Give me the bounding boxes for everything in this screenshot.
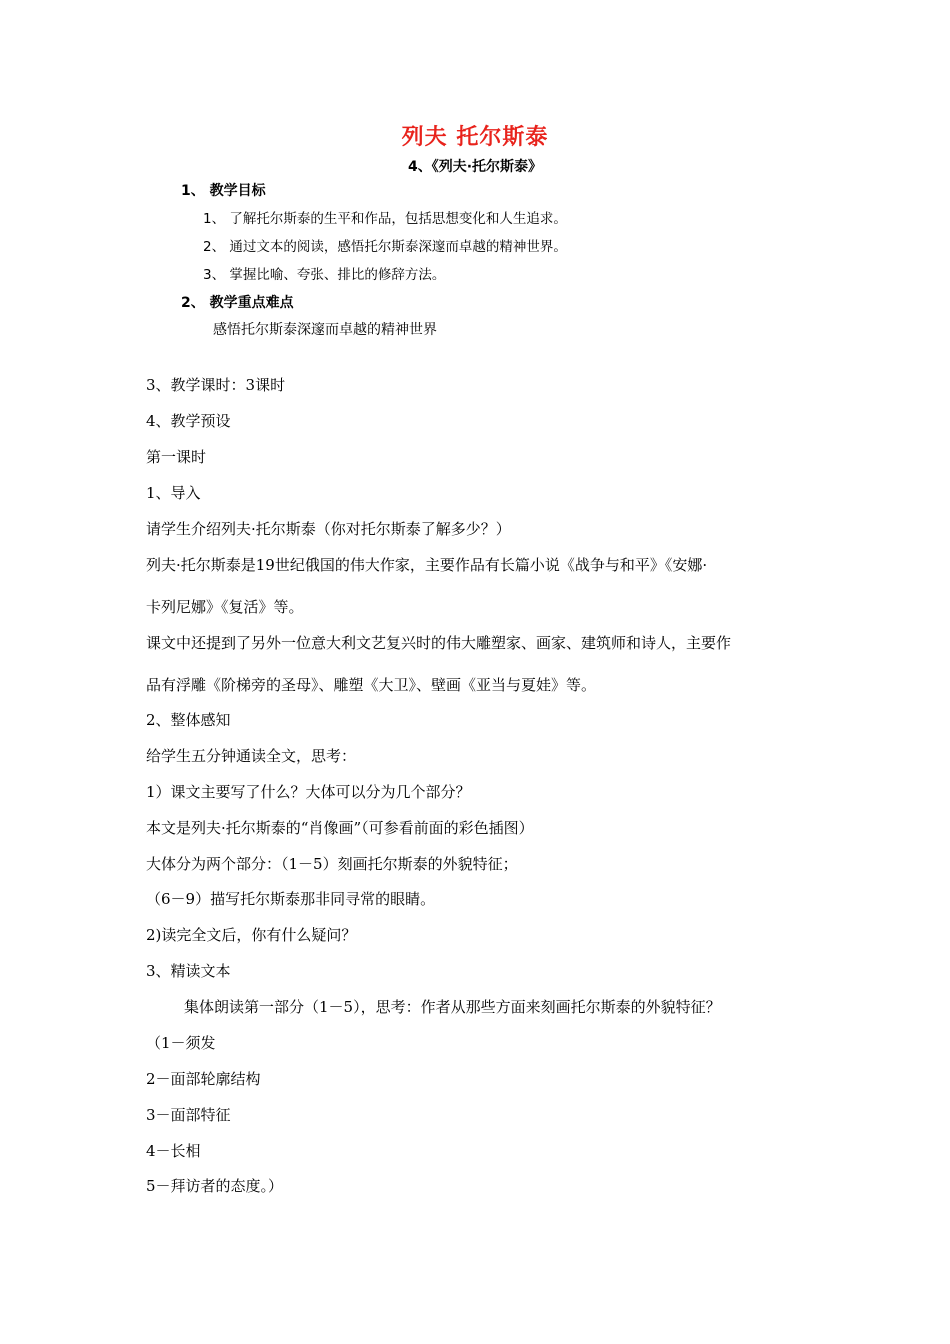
- key-points-heading: 2、 教学重点难点: [181, 295, 294, 311]
- body-line: 5－拜访者的态度。）: [146, 1177, 284, 1195]
- body-line: 3－面部特征: [146, 1106, 231, 1124]
- objectives-heading: 1、 教学目标: [181, 183, 266, 199]
- body-line: 3、精读文本: [146, 962, 231, 980]
- body-line: （1－须发: [146, 1034, 216, 1052]
- body-line: 第一课时: [146, 448, 207, 466]
- document-subtitle: 4、《列夫·托尔斯泰》: [407, 159, 543, 175]
- body-line: 卡列尼娜》《复活》等。: [146, 598, 304, 616]
- body-line: 品有浮雕《阶梯旁的圣母》、雕塑《大卫》、壁画《亚当与夏娃》等。: [146, 676, 597, 694]
- body-line: 1）课文主要写了什么？大体可以分为几个部分？: [146, 783, 471, 801]
- objective-item: 1、 了解托尔斯泰的生平和作品，包括思想变化和人生追求。: [203, 211, 567, 227]
- objective-item: 3、 掌握比喻、夸张、排比的修辞方法。: [203, 267, 446, 283]
- body-line: 大体分为两个部分：（1－5）刻画托尔斯泰的外貌特征；: [146, 855, 518, 873]
- key-point-text: 感悟托尔斯泰深邃而卓越的精神世界: [213, 322, 437, 338]
- body-line: 1、导入: [146, 484, 201, 502]
- body-line: 给学生五分钟通读全文，思考：: [146, 747, 357, 765]
- body-line: 集体朗读第一部分（1－5），思考：作者从那些方面来刻画托尔斯泰的外貌特征？: [184, 998, 721, 1016]
- body-line: 3、教学课时：3课时: [146, 376, 286, 394]
- document-title: 列夫 托尔斯泰: [401, 125, 549, 150]
- body-line: 本文是列夫·托尔斯泰的“肖像画”（可参看前面的彩色插图）: [146, 819, 534, 837]
- body-line: 4－长相: [146, 1142, 201, 1160]
- body-line: 2－面部轮廓结构: [146, 1070, 261, 1088]
- body-line: 请学生介绍列夫·托尔斯泰（你对托尔斯泰了解多少？）: [146, 520, 511, 538]
- body-line: （6－9）描写托尔斯泰那非同寻常的眼睛。: [146, 890, 436, 908]
- body-line: 列夫·托尔斯泰是19世纪俄国的伟大作家，主要作品有长篇小说《战争与和平》《安娜·: [146, 556, 708, 574]
- body-line: 2、整体感知: [146, 711, 231, 729]
- objective-item: 2、 通过文本的阅读，感悟托尔斯泰深邃而卓越的精神世界。: [203, 239, 567, 255]
- body-line: 2)读完全文后，你有什么疑问？: [146, 926, 357, 944]
- body-line: 4、教学预设: [146, 412, 231, 430]
- body-line: 课文中还提到了另外一位意大利文艺复兴时的伟大雕塑家、画家、建筑师和诗人，主要作: [146, 634, 732, 652]
